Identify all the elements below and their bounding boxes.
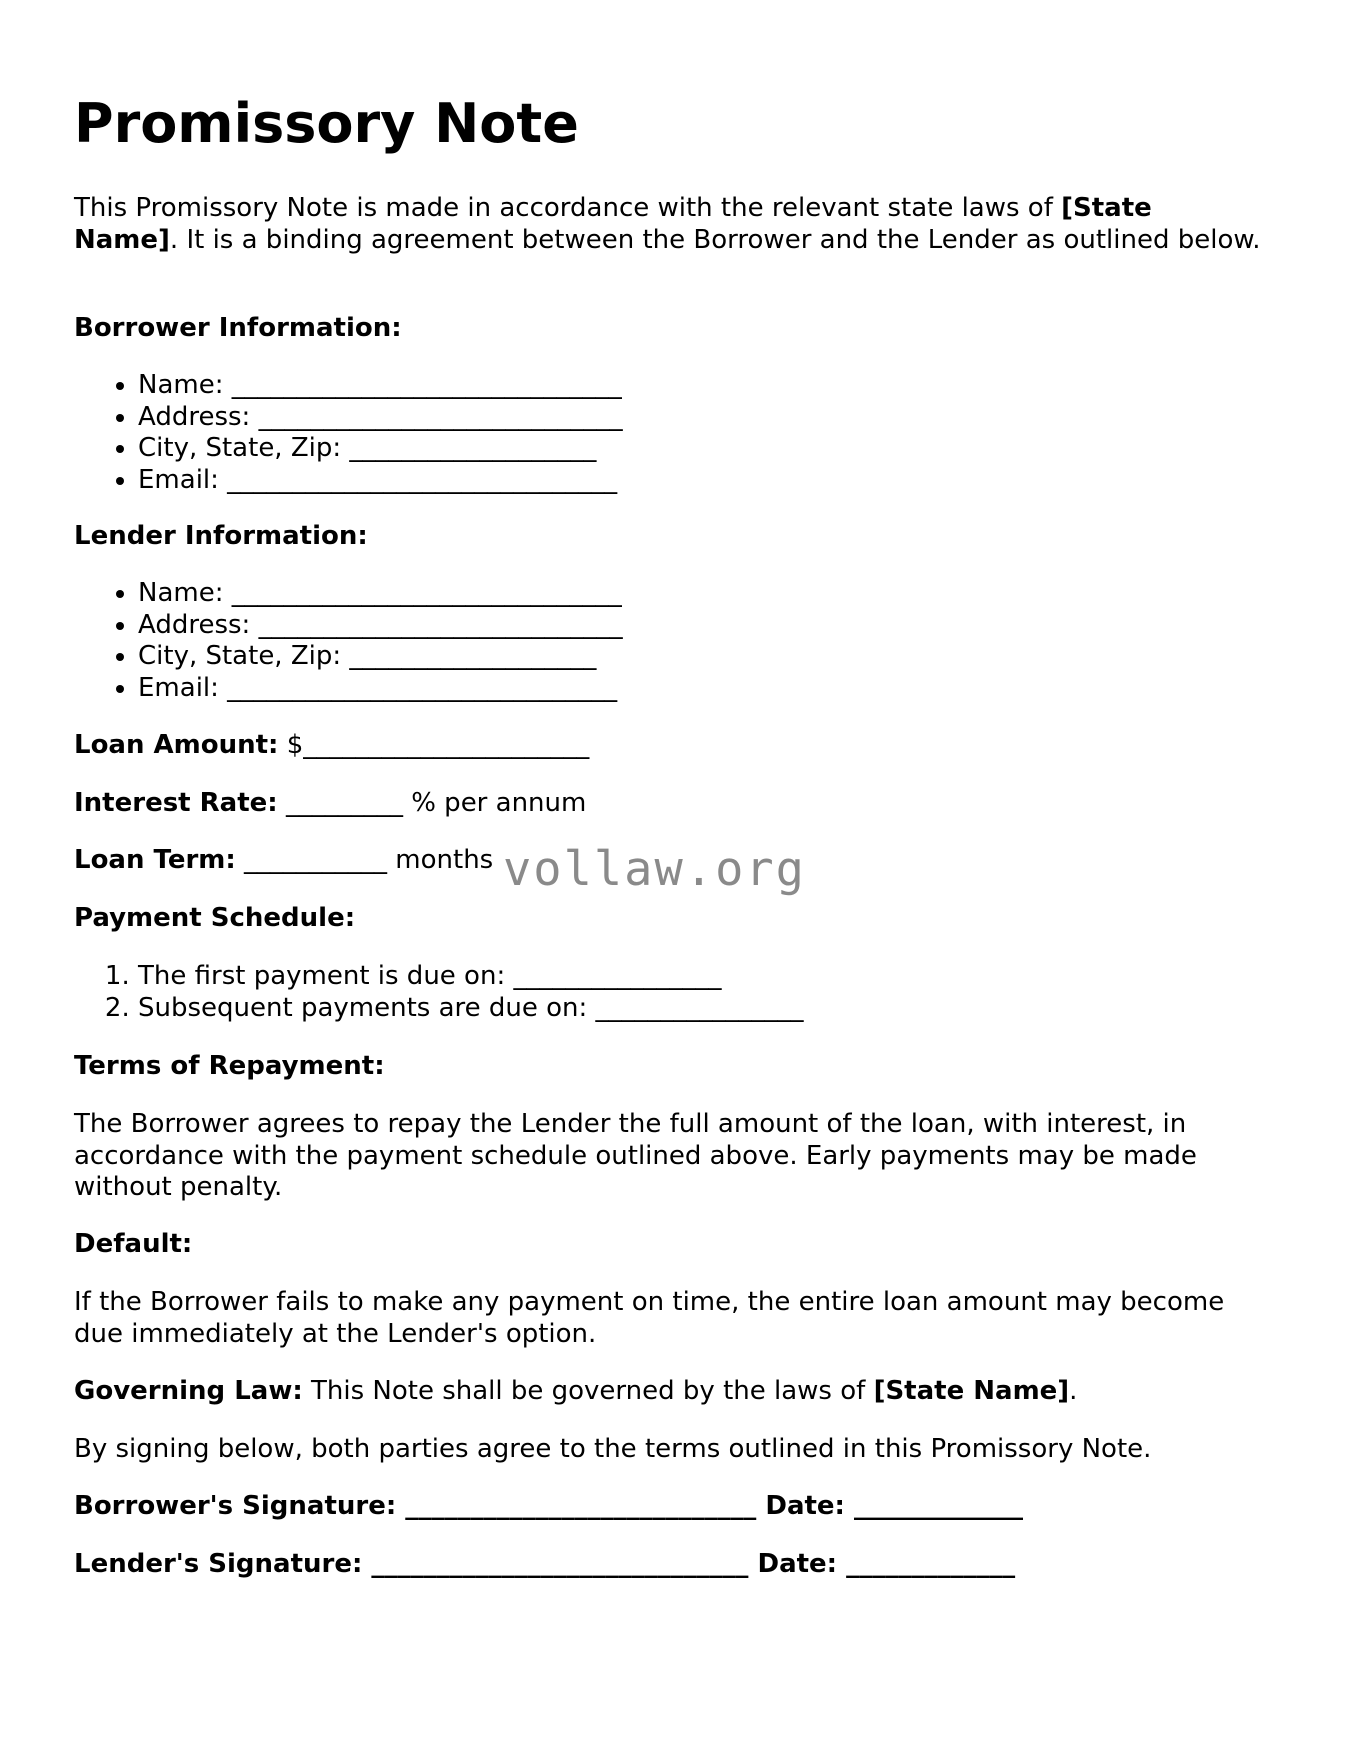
page-title: Promissory Note — [74, 92, 579, 155]
lender-date-label: Date: — [748, 1549, 838, 1579]
payment-schedule-list — [108, 961, 804, 1024]
borrower-city-item: • City, State, Zip: ___________________ — [138, 433, 623, 465]
lender-signature-line — [74, 1549, 1015, 1581]
governing-law-line — [74, 1376, 1077, 1408]
borrower-signature-field: ___________________________ — [396, 1491, 757, 1521]
borrower-list — [108, 370, 623, 496]
loan-amount-field: $______________________ — [278, 730, 590, 760]
borrower-signature-label: Borrower's Signature: — [74, 1491, 397, 1521]
loan-term-field: ___________ months — [235, 845, 494, 875]
interest-rate-line — [74, 788, 586, 820]
loan-amount-line — [74, 730, 589, 762]
agreement-statement: By signing below, both parties agree to the terms outlined in this Promissory Note. — [74, 1434, 1152, 1464]
governing-law-state: [State Name] — [873, 1376, 1070, 1406]
governing-law-label: Governing Law: — [74, 1376, 303, 1406]
first-payment-item: 1. The first payment is due on: ________________ — [138, 961, 804, 993]
intro-text-after: . It is a binding agreement between the Borrower and the Lender as outlined below. — [169, 224, 1261, 255]
lender-heading: Lender Information: — [74, 521, 368, 551]
lender-date-field: _____________ — [837, 1549, 1016, 1579]
interest-rate-field: _________ % per annum — [277, 788, 587, 818]
default-heading: Default: — [74, 1229, 193, 1259]
lender-address-item: • Address: ____________________________ — [138, 610, 623, 642]
intro-state-name: [State Name] — [74, 193, 1152, 255]
borrower-heading: Borrower Information: — [74, 313, 402, 343]
borrower-date-field: _____________ — [844, 1491, 1024, 1521]
lender-signature-label: Lender's Signature: — [74, 1549, 363, 1579]
lender-name-item: • Name: ______________________________ — [138, 578, 623, 610]
lender-list — [108, 578, 623, 704]
interest-rate-label: Interest Rate: — [74, 788, 278, 818]
loan-term-label: Loan Term: — [74, 845, 236, 875]
subsequent-payments-item: 2. Subsequent payments are due on: ________________ — [138, 993, 804, 1025]
lender-signature-field: _____________________________ — [362, 1549, 749, 1579]
borrower-name-item: • Name: ______________________________ — [138, 370, 623, 402]
payment-schedule-heading: Payment Schedule: — [74, 903, 356, 933]
lender-email-item: • Email: ______________________________ — [138, 673, 623, 705]
intro-text-before: This Promissory Note is made in accordance with the relevant state laws of — [74, 193, 1062, 223]
loan-amount-label: Loan Amount: — [74, 730, 279, 760]
borrower-email-item: • Email: ______________________________ — [138, 465, 623, 497]
governing-law-period: . — [1069, 1376, 1078, 1406]
terms-heading: Terms of Repayment: — [74, 1051, 385, 1081]
governing-law-text: This Note shall be governed by the laws of — [302, 1376, 874, 1406]
lender-city-item: • City, State, Zip: ___________________ — [138, 641, 623, 673]
loan-term-line — [74, 845, 493, 877]
terms-paragraph: The Borrower agrees to repay the Lender the full amount of the loan, with interest, in accordance with the payment schedule outlined above. Early payments may be made without penalty. — [74, 1109, 1197, 1202]
watermark: vollaw.org — [503, 842, 806, 897]
borrower-date-label: Date: — [756, 1491, 845, 1521]
borrower-signature-line — [74, 1491, 1023, 1523]
intro-paragraph — [74, 193, 1264, 256]
default-paragraph: If the Borrower fails to make any payment on time, the entire loan amount may become due immediately at the Lender's option. — [74, 1287, 1225, 1349]
borrower-address-item: • Address: ____________________________ — [138, 402, 623, 434]
